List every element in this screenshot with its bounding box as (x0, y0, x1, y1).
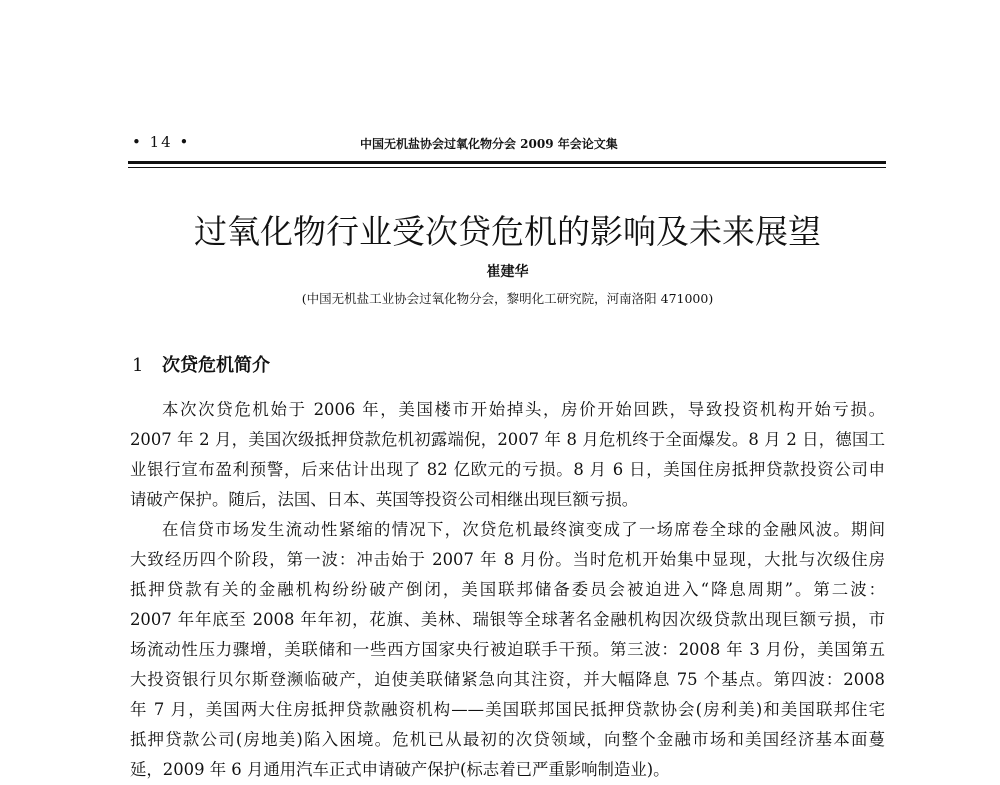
paper-title: 过氧化物行业受次贷危机的影响及未来展望 (194, 212, 821, 251)
text-line: 大致经历四个阶段，第一波：冲击始于 2007 年 8 月份。当时危机开始集中显现，大批与次级住房 (130, 550, 885, 569)
text-line: 年 7 月，美国两大住房抵押贷款融资机构——美国联邦国民抵押贷款协会(房利美)和美国联邦住宅 (130, 700, 885, 719)
section-title: 次贷危机简介 (162, 355, 270, 376)
text-line: 2007 年 2 月，美国次级抵押贷款危机初露端倪，2007 年 8 月危机终于全面爆发。8 月 2 日，德国工 (130, 430, 885, 449)
section-heading (132, 351, 270, 377)
header-rule-thin (128, 167, 886, 168)
text-line: 2007 年年底至 2008 年年初，花旗、美林、瑞银等全球著名金融机构因次级贷款出现巨额亏损，市 (130, 610, 885, 629)
text-line: 请破产保护。随后，法国、日本、英国等投资公司相继出现巨额亏损。 (130, 490, 639, 509)
affiliation: (中国无机盐工业协会过氧化物分会，黎明化工研究院，河南洛阳 471000) (301, 291, 714, 306)
text-line: 业银行宣布盈利预警，后来估计出现了 82 亿欧元的亏损。8 月 6 日，美国住房抵押贷款投资公司申 (130, 460, 885, 479)
text-line: 在信贷市场发生流动性紧缩的情况下，次贷危机最终演变成了一场席卷全球的金融风波。期间 (162, 520, 885, 539)
text-line: 抵押贷款有关的金融机构纷纷破产倒闭，美国联邦储备委员会被迫进入“降息周期”。第二波： (130, 580, 885, 599)
text-line: 大投资银行贝尔斯登濒临破产，迫使美联储紧急向其注资，并大幅降息 75 个基点。第四波：2008 (130, 670, 885, 689)
header-rule (128, 161, 886, 164)
author: 崔建华 (486, 264, 529, 280)
running-header: 中国无机盐协会过氧化物分会 2009 年会论文集 (360, 137, 618, 151)
page-number: • 14 • (132, 133, 191, 151)
text-line: 抵押贷款公司(房地美)陷入困境。危机已从最初的次贷领域，向整个金融市场和美国经济基本面蔓 (130, 730, 885, 749)
text-line: 延，2009 年 6 月通用汽车正式申请破产保护(标志着已严重影响制造业)。 (130, 760, 670, 779)
text-line: 场流动性压力骤增，美联储和一些西方国家央行被迫联手干预。第三波：2008 年 3 月份，美国第五 (130, 640, 885, 659)
section-number: 1 (132, 355, 144, 376)
text-line: 本次次贷危机始于 2006 年，美国楼市开始掉头，房价开始回跌，导致投资机构开始亏损。 (162, 400, 885, 419)
